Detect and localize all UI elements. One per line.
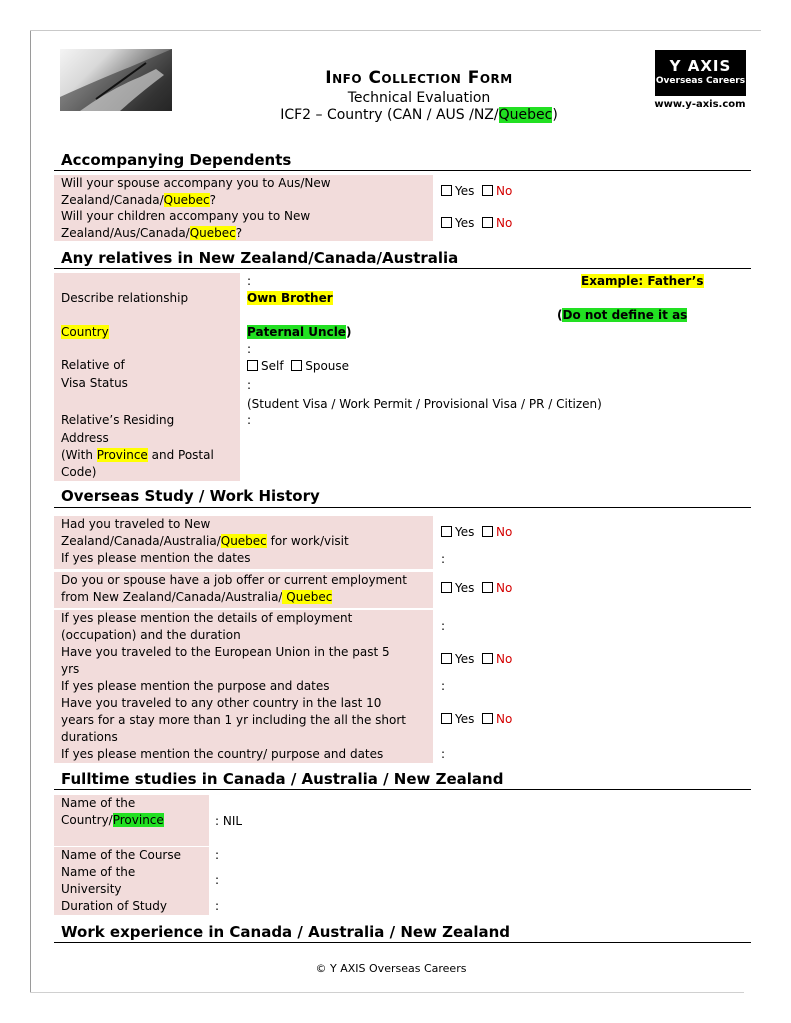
name-country-value: : NIL bbox=[215, 814, 243, 828]
question-eu-travel: Have you traveled to the European Union in the past 5 yrs bbox=[54, 644, 433, 678]
colon: : bbox=[247, 378, 252, 392]
yes-checkbox[interactable] bbox=[441, 582, 452, 593]
page-border-top bbox=[30, 30, 761, 31]
colon: : bbox=[247, 413, 252, 427]
section-title-relatives: Any relatives in New Zealand/Canada/Australia bbox=[61, 249, 459, 267]
self-checkbox[interactable] bbox=[247, 360, 258, 371]
question-employment-details: If yes please mention the details of employment (occupation) and the duration bbox=[54, 610, 433, 644]
no-checkbox[interactable] bbox=[482, 582, 493, 593]
label-university: Name of the University bbox=[54, 864, 209, 898]
example-label: Example: Father’s bbox=[581, 274, 704, 288]
eu-travel-options: Yes No bbox=[441, 651, 512, 668]
colon: : bbox=[215, 899, 220, 913]
colon: : bbox=[441, 679, 446, 693]
own-brother-example: Own Brother bbox=[247, 291, 333, 305]
label-course: Name of the Course bbox=[54, 847, 209, 864]
form-code: ICF2 – Country (CAN / AUS /NZ/Quebec) bbox=[280, 107, 558, 123]
section-title-fulltime: Fulltime studies in Canada / Australia / New Zealand bbox=[61, 770, 504, 788]
logo-url: www.y-axis.com bbox=[654, 99, 746, 110]
relative-of-options: Self Spouse bbox=[247, 358, 349, 375]
section-title-study-work: Overseas Study / Work History bbox=[61, 487, 320, 505]
yes-checkbox[interactable] bbox=[441, 217, 452, 228]
form-subtitle: Technical Evaluation bbox=[347, 90, 491, 106]
footer-copyright: © Y AXIS Overseas Careers bbox=[315, 962, 467, 975]
yes-checkbox[interactable] bbox=[441, 653, 452, 664]
question-children-accompany: Will your children accompany you to New Zealand/Aus/Canada/Quebec? bbox=[54, 208, 433, 241]
section-title-work-experience: Work experience in Canada / Australia / New Zealand bbox=[61, 923, 510, 941]
visa-types-hint: (Student Visa / Work Permit / Provisional Visa / PR / Citizen) bbox=[247, 397, 602, 411]
no-checkbox[interactable] bbox=[482, 185, 493, 196]
label-duration: Duration of Study bbox=[54, 898, 209, 915]
question-dates: If yes please mention the dates bbox=[54, 550, 433, 569]
section-rule bbox=[54, 507, 751, 508]
colon: : bbox=[441, 747, 446, 761]
question-other-country-travel: Have you traveled to any other country in the last 10 years for a stay more than 1 yr including the all the short durations bbox=[54, 695, 433, 746]
section-rule bbox=[54, 942, 751, 943]
section-rule bbox=[54, 789, 751, 790]
page-border-left bbox=[30, 30, 31, 993]
children-accompany-options: Yes No bbox=[441, 215, 512, 232]
job-offer-options: Yes No bbox=[441, 580, 512, 597]
question-purpose-dates: If yes please mention the purpose and dates bbox=[54, 678, 433, 695]
colon: : bbox=[247, 342, 252, 356]
question-country-purpose: If yes please mention the country/ purpose and dates bbox=[54, 746, 433, 763]
no-checkbox[interactable] bbox=[482, 713, 493, 724]
page-border-bottom bbox=[30, 992, 744, 993]
colon: : bbox=[215, 873, 220, 887]
spouse-accompany-options: Yes No bbox=[441, 183, 512, 200]
colon: : bbox=[215, 848, 220, 862]
paternal-uncle-example: Paternal Uncle) bbox=[247, 325, 352, 339]
yes-checkbox[interactable] bbox=[441, 526, 452, 537]
label-name-country: Name of the Country/Province bbox=[54, 795, 209, 846]
yes-checkbox[interactable] bbox=[441, 713, 452, 724]
question-traveled: Had you traveled to New Zealand/Canada/Australia/Quebec for work/visit bbox=[54, 516, 433, 550]
section-title-dependents: Accompanying Dependents bbox=[61, 151, 292, 169]
form-title: Info Collection Form bbox=[325, 68, 513, 88]
colon: : bbox=[247, 274, 252, 288]
writing-hand-photo bbox=[60, 49, 172, 111]
yaxis-logo: Y AXIS Overseas Careers bbox=[655, 50, 746, 96]
question-spouse-accompany: Will your spouse accompany you to Aus/New Zealand/Canada/Quebec? bbox=[54, 175, 433, 208]
do-not-define-note: (Do not define it as bbox=[557, 308, 688, 322]
section-rule bbox=[54, 268, 751, 269]
colon: : bbox=[441, 552, 446, 566]
section-rule bbox=[54, 170, 751, 171]
spouse-checkbox[interactable] bbox=[291, 360, 302, 371]
question-job-offer: Do you or spouse have a job offer or current employment from New Zealand/Canada/Australia/ Quebec bbox=[54, 572, 433, 608]
other-country-options: Yes No bbox=[441, 711, 512, 728]
relatives-label-column: Describe relationship Country Relative of Visa Status Relative’s Residing Address (With Province and Postal Code) bbox=[54, 273, 240, 481]
traveled-options: Yes No bbox=[441, 524, 512, 541]
yes-checkbox[interactable] bbox=[441, 185, 452, 196]
no-checkbox[interactable] bbox=[482, 653, 493, 664]
colon: : bbox=[441, 619, 446, 633]
no-checkbox[interactable] bbox=[482, 526, 493, 537]
no-checkbox[interactable] bbox=[482, 217, 493, 228]
